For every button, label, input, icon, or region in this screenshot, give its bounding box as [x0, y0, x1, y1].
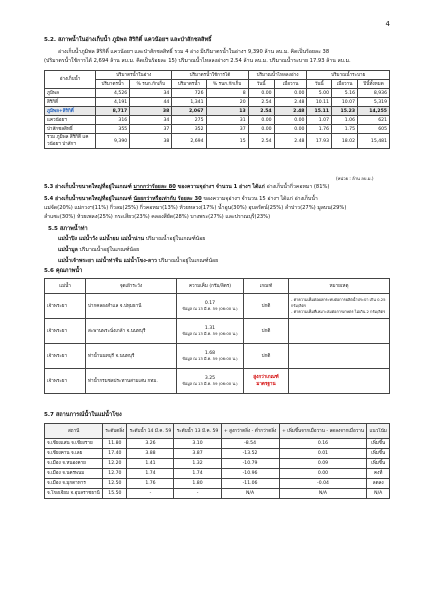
- quality-row: [45, 344, 390, 369]
- section-5-6-title: 5.6 คุณภาพน้ำ: [44, 268, 83, 274]
- rivers-group-1: แม่น้ำปิง แม่น้ำวัง แม่น้ำยม แม่น้ำน่าน: [58, 236, 145, 242]
- reservoir-cell: 18.02: [332, 134, 358, 149]
- mekong-cell: -10.96: [221, 469, 279, 479]
- mekong-cell: ลดลง: [367, 479, 390, 489]
- section-5-3-a: 5.3 อ่างเก็บน้ำขนาดใหญ่ที่อยู่ในเกณฑ์: [44, 184, 134, 190]
- reservoir-cell: 2.54: [248, 107, 274, 116]
- reservoir-cell: 621: [358, 116, 390, 125]
- river-name: เจ้าพระยา: [45, 344, 86, 369]
- grp-release: ปริมาณน้ำระบาย: [307, 71, 390, 80]
- note-line: - ค่าความเค็มต่อผลกระทบต่อการผลิตน้ำประปา เกิน 0.25 กรัม/ลิตร: [291, 297, 386, 308]
- section-5-2-para-line1: อ่างเก็บน้ำภูมิพล สิริกิติ์ แควน้อยฯ และป่าสักชลสิทธิ์ รวม 4 อ่าง มีปริมาตรน้ำในอ่างฯ 9,390 ล้าน ลบ.ม. คิดเป็นร้อยละ 38: [58, 49, 330, 55]
- station-name: ปากคลองสำแล จ.ปทุมธานี: [86, 294, 177, 319]
- reservoir-cell: 15,481: [358, 134, 390, 149]
- salinity-value: 1.31: [204, 325, 216, 331]
- sub-volume: ปริมาตรน้ำ: [172, 80, 206, 89]
- reservoir-cell: 15: [206, 134, 248, 149]
- mekong-cell: 12.70: [103, 469, 127, 479]
- reservoir-cell: 2.48: [274, 134, 307, 149]
- reservoir-cell: 44: [130, 98, 172, 107]
- mekong-cell: 17.40: [103, 449, 127, 459]
- reservoir-cell: 5.00: [307, 89, 332, 98]
- mekong-cell: 12.20: [103, 459, 127, 469]
- section-5-4-line3: ลำแซะ(30%) ห้วยเพลง(25%) กระเสียว(23%) คลองสียัด(28%) บางพระ(27%) และปราณบุรี(23%): [44, 214, 271, 220]
- reservoir-cell: 0.00: [274, 125, 307, 134]
- mekong-cell: -: [174, 489, 221, 499]
- mekong-station: จ.โขงเจียม จ.อุบลราชธานี: [45, 489, 103, 499]
- reservoir-cell: 4,526: [96, 89, 130, 98]
- reservoir-name: สิริกิติ์: [45, 98, 96, 107]
- mekong-cell: 3.26: [127, 439, 174, 449]
- mekong-cell: -11.06: [221, 479, 279, 489]
- station-name: สะพานพระนั่งเกล้า จ.นนทบุรี: [86, 319, 177, 344]
- sub-today: วันนี้: [248, 80, 274, 89]
- mekong-col-header: ระดับน้ำ 14 มี.ค. 59: [127, 424, 174, 439]
- mekong-row: [45, 459, 390, 469]
- quality-row: [45, 369, 390, 394]
- reservoir-row: [45, 107, 390, 116]
- reservoir-cell: 0.00: [274, 116, 307, 125]
- unit-note: (หน่วย : ล้าน ลบ.ม.): [336, 176, 374, 181]
- mekong-station: จ.เมือง จ.นครพนม: [45, 469, 103, 479]
- mekong-cell: -8.54: [221, 439, 279, 449]
- mekong-cell: 0.01: [279, 449, 367, 459]
- mekong-cell: 3.88: [127, 449, 174, 459]
- sub-since: เมื่อวาน: [274, 80, 307, 89]
- rivers-group-3: แม่น้ำเจ้าพระยา แม่น้ำท่าจีน แม่น้ำโขง-ลาว: [58, 258, 157, 264]
- reservoir-cell: 605: [358, 125, 390, 134]
- reservoir-name: ภูมิพล+สิริกิติ์: [45, 107, 96, 116]
- reservoir-cell: 2.48: [274, 98, 307, 107]
- reservoir-cell: 355: [96, 125, 130, 134]
- salinity-value: 3.25: [204, 375, 216, 381]
- reservoir-name: ภูมิพล: [45, 89, 96, 98]
- sub-total: ปีนี้ทั้งหมด: [358, 80, 390, 89]
- mekong-cell: -0.04: [279, 479, 367, 489]
- mekong-station: จ.เชียงแสน จ.เชียงราย: [45, 439, 103, 449]
- mekong-cell: 1.32: [174, 459, 221, 469]
- sub-pct: % รนก.กักเก็บ: [206, 80, 248, 89]
- note-cell: [289, 294, 390, 319]
- reservoir-cell: 34: [130, 116, 172, 125]
- section-5-3-c: ของความจุอ่างฯ จำนวน 1 อ่างฯ ได้แก่: [175, 184, 267, 190]
- col-reservoir: อ่างเก็บน้ำ: [45, 71, 96, 89]
- section-5-4: [44, 195, 318, 203]
- col-salinity: ความเค็ม (กรัม/ลิตร): [177, 279, 244, 294]
- station-name: ท่าน้ำกรมชลประทานสามเสน กทม.: [86, 369, 177, 394]
- quality-row: [45, 294, 390, 319]
- river-name: เจ้าพระยา: [45, 319, 86, 344]
- note-cell: [289, 369, 390, 394]
- col-note: หมายเหตุ: [289, 279, 390, 294]
- criteria-status: ปกติ: [244, 294, 289, 319]
- reservoir-cell: 15.23: [332, 107, 358, 116]
- mekong-cell: เพิ่มขึ้น: [367, 439, 390, 449]
- river-name: เจ้าพระยา: [45, 369, 86, 394]
- mekong-row: [45, 479, 390, 489]
- mekong-col-header: + เพิ่มขึ้นจากเมื่อวาน - ลดลงจากเมื่อวาน: [279, 424, 367, 439]
- reservoir-cell: 8,717: [96, 107, 130, 116]
- mekong-cell: 1.74: [174, 469, 221, 479]
- river-name: เจ้าพระยา: [45, 294, 86, 319]
- section-5-4-c: ของความจุอ่างฯ จำนวน 15 อ่างฯ ได้แก่ อ่างเก็บน้ำ: [201, 196, 318, 202]
- mekong-station: จ.เมือง จ.หนองคาย: [45, 459, 103, 469]
- station-name: ท่าน้ำนนทบุรี จ.นนทบุรี: [86, 344, 177, 369]
- reservoir-cell: 9,390: [96, 134, 130, 149]
- reservoir-cell: 17.93: [307, 134, 332, 149]
- reservoir-table: [44, 70, 390, 149]
- criteria-status: ปกติ: [244, 319, 289, 344]
- reservoir-row: [45, 89, 390, 98]
- reservoir-cell: 13: [206, 107, 248, 116]
- reservoir-cell: 10.11: [307, 98, 332, 107]
- section-5-2-para-line2: (ปริมาตรน้ำใช้การได้ 2,694 ล้าน ลบ.ม. คิดเป็นร้อยละ 15) ปริมาณน้ำไหลลงอ่างฯ 2.54 ล้าน ลบ.ม. ปริมาณน้ำระบาย 17.93 ล้าน ลบ.ม.: [44, 58, 351, 64]
- note-cell: [289, 344, 390, 369]
- mekong-cell: 12.50: [103, 479, 127, 489]
- mekong-station: จ.เชียงคาน จ.เลย: [45, 449, 103, 459]
- salinity-timestamp: ข้อมูล ณ 13 มี.ค. 59 (06:00 น.): [182, 305, 238, 311]
- mekong-cell: -: [127, 489, 174, 499]
- section-5-5-line1: [58, 235, 205, 243]
- reservoir-name: ป่าสักชลสิทธิ์: [45, 125, 96, 134]
- reservoir-cell: 37: [130, 125, 172, 134]
- reservoir-cell: 1.75: [332, 125, 358, 134]
- reservoir-cell: 38: [130, 134, 172, 149]
- mekong-col-header: สถานี: [45, 424, 103, 439]
- rivers-group-3-status: ปริมาณน้ำอยู่ในเกณฑ์น้อย: [156, 258, 219, 264]
- reservoir-cell: 31: [206, 116, 248, 125]
- reservoir-row: [45, 125, 390, 134]
- rivers-group-1-status: ปริมาณน้ำอยู่ในเกณฑ์น้อย: [144, 236, 206, 242]
- reservoir-cell: 37: [206, 125, 248, 134]
- mekong-cell: N/A: [279, 489, 367, 499]
- reservoir-row: [45, 116, 390, 125]
- mekong-cell: คงที่: [367, 469, 390, 479]
- section-5-5-title: 5.5 สภาพน้ำท่า: [48, 226, 88, 232]
- mekong-cell: N/A: [221, 489, 279, 499]
- reservoir-cell: 726: [172, 89, 206, 98]
- salinity-cell: [177, 369, 244, 394]
- grp-storage: ปริมาตรน้ำในอ่าง: [96, 71, 172, 80]
- page-number: 4: [385, 20, 390, 28]
- salinity-cell: [177, 344, 244, 369]
- reservoir-cell: 1.06: [332, 116, 358, 125]
- reservoir-cell: 0.00: [248, 89, 274, 98]
- mekong-cell: 0.09: [279, 459, 367, 469]
- section-5-4-b: น้อยกว่าหรือเท่ากับ ร้อยละ 30: [133, 196, 202, 202]
- reservoir-cell: 2.54: [248, 134, 274, 149]
- mekong-cell: 1.41: [127, 459, 174, 469]
- rivers-group-2: แม่น้ำมูล: [58, 247, 78, 253]
- mekong-cell: 0.00: [279, 469, 367, 479]
- mekong-cell: -10.79: [221, 459, 279, 469]
- criteria-status: สูงกว่าเกณฑ์ มาตรฐาน: [244, 369, 289, 394]
- mekong-cell: N/A: [367, 489, 390, 499]
- reservoir-cell: 14,255: [358, 107, 390, 116]
- mekong-col-header: ระดับตลิ่ง: [103, 424, 127, 439]
- reservoir-cell: 15.11: [307, 107, 332, 116]
- salinity-timestamp: ข้อมูล ณ 13 มี.ค. 59 (06:00 น.): [182, 380, 238, 386]
- reservoir-cell: 2,694: [172, 134, 206, 149]
- reservoir-cell: 8,936: [358, 89, 390, 98]
- sub-today: วันนี้: [307, 80, 332, 89]
- mekong-col-header: ระดับน้ำ 13 มี.ค. 59: [174, 424, 221, 439]
- mekong-table: [44, 423, 390, 499]
- note-line: - ค่าความเค็มที่เหมาะสมต่อการเกษตร ไม่เกิน 2 กรัม/ลิตร: [291, 309, 386, 314]
- reservoir-cell: 1,341: [172, 98, 206, 107]
- mekong-row: [45, 469, 390, 479]
- reservoir-cell: 0.00: [274, 89, 307, 98]
- section-5-3: [44, 183, 329, 191]
- grp-usable: ปริมาตรน้ำใช้การได้: [172, 71, 248, 80]
- mekong-cell: 0.16: [279, 439, 367, 449]
- section-5-3-d: อ่างเก็บน้ำกิ่วคอหมา (81%): [266, 184, 330, 190]
- mekong-row: [45, 449, 390, 459]
- reservoir-cell: 34: [130, 89, 172, 98]
- mekong-cell: 3.87: [174, 449, 221, 459]
- reservoir-name: รวม ภูมิพล สิริกิติ์ แควน้อยฯ ป่าสักฯ: [45, 134, 96, 149]
- reservoir-cell: 0.00: [248, 116, 274, 125]
- salinity-timestamp: ข้อมูล ณ 13 มี.ค. 59 (06:00 น.): [182, 330, 238, 336]
- section-5-4-line2: แม่จัด(20%) แม่กวงฯ(11%) กิ่วลม(25%) กิ่วคอหมา(13%) ห้วยหลวง(17%) น้ำอูน(30%) อุบลรัตน์(25%) ลำปาว(27%) มูลบน(29%): [44, 205, 347, 211]
- reservoir-cell: 316: [96, 116, 130, 125]
- mekong-cell: 1.74: [127, 469, 174, 479]
- reservoir-cell: 1.07: [307, 116, 332, 125]
- reservoir-cell: 2.54: [248, 98, 274, 107]
- mekong-col-header: + สูงกว่าตลิ่ง - ต่ำกว่าตลิ่ง: [221, 424, 279, 439]
- mekong-cell: 1.76: [127, 479, 174, 489]
- salinity-cell: [177, 294, 244, 319]
- criteria-status: ปกติ: [244, 344, 289, 369]
- section-5-2-title: 5.2. สภาพน้ำในอ่างเก็บน้ำ ภูมิพล สิริกิติ์ แควน้อยฯ และป่าสักชลสิทธิ์: [44, 37, 212, 43]
- reservoir-cell: 5.16: [332, 89, 358, 98]
- salinity-value: 0.17: [204, 300, 216, 306]
- water-quality-table: [44, 278, 390, 394]
- reservoir-name: แควน้อยฯ: [45, 116, 96, 125]
- section-5-7-title: 5.7 สถานการณ์น้ำในแม่น้ำโขง: [44, 412, 122, 418]
- col-station: จุดเฝ้าระวัง: [86, 279, 177, 294]
- reservoir-cell: 2,067: [172, 107, 206, 116]
- section-5-5-line3: [58, 257, 218, 265]
- reservoir-row: [45, 98, 390, 107]
- sub-volume: ปริมาตรน้ำ: [96, 80, 130, 89]
- reservoir-row: [45, 134, 390, 149]
- section-5-5-line2: [58, 246, 139, 254]
- mekong-cell: 11.80: [103, 439, 127, 449]
- sub-pct: % รนก.กักเก็บ: [130, 80, 172, 89]
- mekong-cell: เพิ่มขึ้น: [367, 449, 390, 459]
- salinity-cell: [177, 319, 244, 344]
- sub-since: เมื่อวาน: [332, 80, 358, 89]
- salinity-value: 1.68: [204, 350, 216, 356]
- mekong-cell: -13.52: [221, 449, 279, 459]
- mekong-cell: 1.80: [174, 479, 221, 489]
- reservoir-cell: 275: [172, 116, 206, 125]
- section-5-3-b: มากกว่าร้อยละ 80: [133, 184, 176, 190]
- col-river: แม่น้ำ: [45, 279, 86, 294]
- mekong-row: [45, 489, 390, 499]
- reservoir-cell: 10.07: [332, 98, 358, 107]
- rivers-group-2-status: ปริมาณน้ำอยู่ในเกณฑ์น้อย: [77, 247, 140, 253]
- mekong-station: จ.เมือง จ.มุกดาหาร: [45, 479, 103, 489]
- mekong-cell: 3.10: [174, 439, 221, 449]
- mekong-cell: เพิ่มขึ้น: [367, 459, 390, 469]
- mekong-col-header: แนวโน้ม: [367, 424, 390, 439]
- reservoir-cell: 4,191: [96, 98, 130, 107]
- mekong-cell: 15.50: [103, 489, 127, 499]
- reservoir-cell: 5,319: [358, 98, 390, 107]
- reservoir-cell: 352: [172, 125, 206, 134]
- grp-inflow: ปริมาณน้ำไหลลงอ่าง: [248, 71, 307, 80]
- col-criteria: เกณฑ์: [244, 279, 289, 294]
- reservoir-cell: 1.76: [307, 125, 332, 134]
- reservoir-cell: 2.48: [274, 107, 307, 116]
- quality-row: [45, 319, 390, 344]
- reservoir-cell: 8: [206, 89, 248, 98]
- section-5-4-a: 5.4 อ่างเก็บน้ำขนาดใหญ่ที่อยู่ในเกณฑ์: [44, 196, 134, 202]
- note-cell: [289, 319, 390, 344]
- reservoir-cell: 0.00: [248, 125, 274, 134]
- mekong-row: [45, 439, 390, 449]
- salinity-timestamp: ข้อมูล ณ 13 มี.ค. 59 (06:00 น.): [182, 355, 238, 361]
- reservoir-cell: 38: [130, 107, 172, 116]
- reservoir-cell: 20: [206, 98, 248, 107]
